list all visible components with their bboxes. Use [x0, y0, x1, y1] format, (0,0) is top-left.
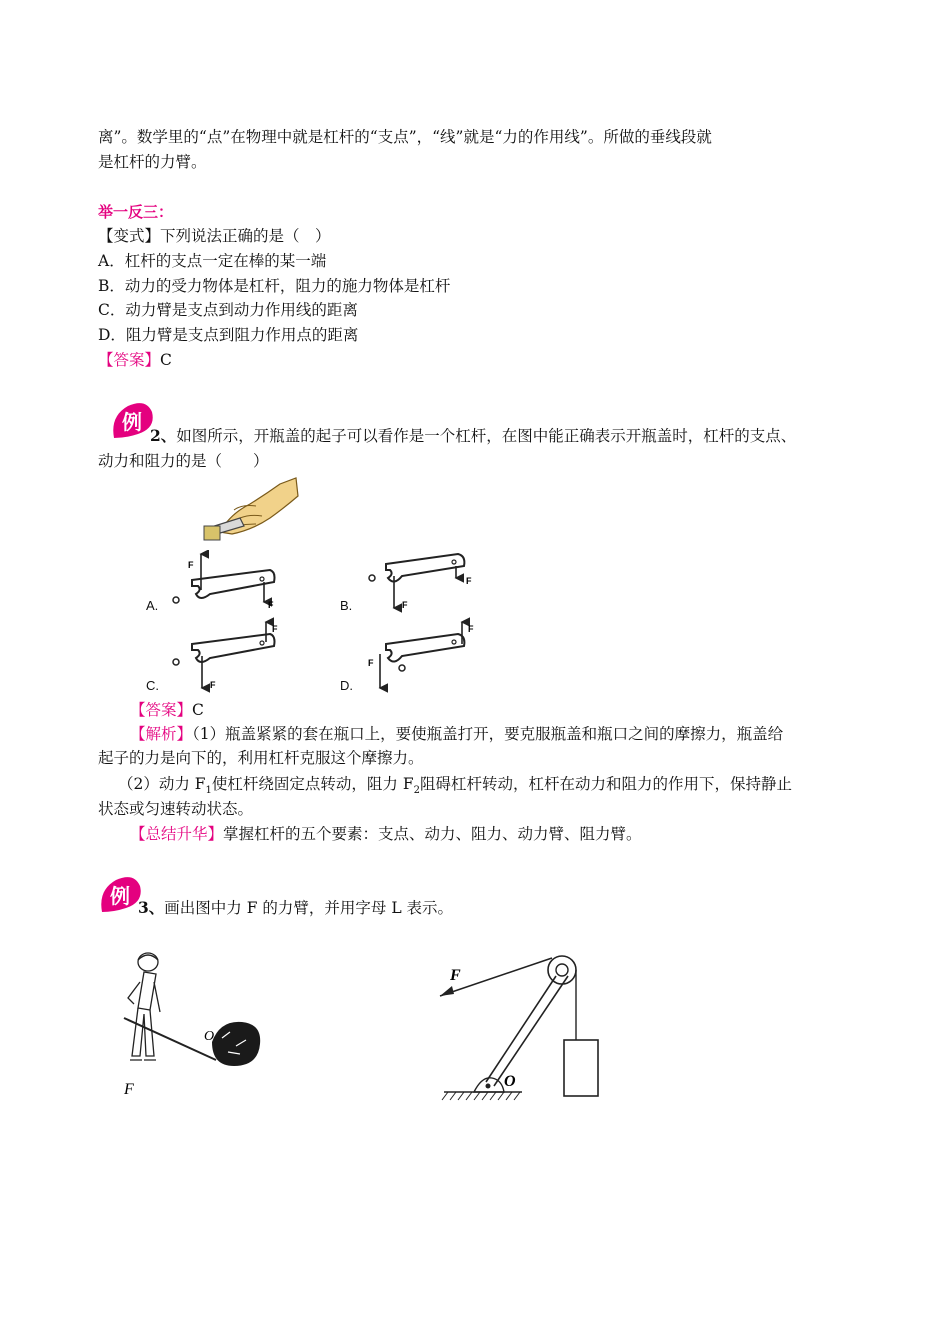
- analysis-text: 使杠杆绕固定点转动，阻力 F: [211, 775, 414, 793]
- force-label: F: [210, 680, 216, 690]
- opener-option-b: [369, 554, 472, 610]
- crowbar-figure: [110, 948, 280, 1103]
- force-label: F: [272, 624, 278, 634]
- force-label: F: [188, 560, 194, 570]
- example3-number: 3、: [138, 898, 165, 917]
- intro-line-2: 是杠杆的力臂。: [98, 153, 207, 171]
- summary-text: 掌握杠杆的五个要素：支点、动力、阻力、动力臂、阻力臂。: [223, 825, 642, 843]
- force-label: F: [402, 600, 408, 610]
- example2-stem-2: 动力和阻力的是（ ）: [98, 452, 269, 470]
- analysis-text: （1）瓶盖紧紧的套在瓶口上，要使瓶盖打开，要克服瓶盖和瓶口之间的摩擦力，瓶盖给: [192, 725, 784, 743]
- answer-value: C: [192, 701, 204, 719]
- practice-question: 【变式】下列说法正确的是（ ）: [98, 227, 331, 245]
- answer-value: C: [160, 351, 172, 369]
- example3-stem-text: 画出图中力 F 的力臂，并用字母 L 表示。: [164, 899, 454, 917]
- pivot-label: O: [204, 1029, 215, 1044]
- analysis-line-4: 状态或匀速转动状态。: [98, 800, 254, 818]
- subscript: 1: [205, 785, 212, 797]
- answer-tag: 【答案】: [98, 351, 161, 369]
- example3-stem: [138, 896, 453, 920]
- opener-option-d: [368, 622, 474, 688]
- practice-answer: [98, 348, 172, 372]
- analysis-text: （2）动力 F: [118, 775, 206, 793]
- example-badge-2: [108, 398, 156, 442]
- hand-opener-figure: [200, 474, 300, 552]
- option-label-d: D.: [340, 678, 353, 693]
- answer-tag: 【答案】: [130, 701, 193, 719]
- practice-heading: 举一反三：: [98, 203, 174, 221]
- opener-option-c: [173, 622, 278, 690]
- subscript: 2: [413, 785, 420, 797]
- pulley-lever-figure: [430, 948, 630, 1108]
- example2-stem-1: [150, 424, 796, 448]
- badge-text: 例: [110, 884, 130, 908]
- force-label: F: [450, 967, 461, 984]
- force-label: F: [466, 576, 472, 586]
- example2-number: 2、: [150, 426, 177, 445]
- option-label-c: C.: [146, 678, 159, 693]
- opener-options-figure: [140, 550, 520, 700]
- force-label: F: [368, 658, 374, 668]
- practice-option-d: D．阻力臂是支点到阻力作用点的距离: [98, 326, 359, 344]
- force-label: F: [268, 600, 274, 610]
- example-badge-3: [96, 872, 144, 916]
- practice-option-c: C．动力臂是支点到动力作用线的距离: [98, 301, 358, 319]
- summary-line: [130, 822, 642, 846]
- badge-text: 例: [122, 410, 142, 434]
- opener-option-a: [173, 554, 275, 610]
- pivot-label: O: [504, 1073, 516, 1090]
- analysis-text: 阻碍杠杆转动，杠杆在动力和阻力的作用下，保持静止: [419, 775, 792, 793]
- force-label: F: [124, 1081, 134, 1098]
- analysis-line-2: 起子的力是向下的，利用杠杆克服这个摩擦力。: [98, 749, 424, 767]
- example2-stem-text: 如图所示，开瓶盖的起子可以看作是一个杠杆，在图中能正确表示开瓶盖时，杠杆的支点、: [176, 427, 797, 445]
- intro-line-1: 离”。数学里的“点”在物理中就是杠杆的“支点”，“线”就是“力的作用线”。所做的垂线段就: [98, 128, 712, 146]
- analysis-tag: 【解析】: [130, 725, 193, 743]
- option-label-b: B.: [340, 598, 353, 613]
- analysis-line-1: [130, 722, 783, 746]
- practice-option-a: A．杠杆的支点一定在棒的某一端: [98, 252, 327, 270]
- force-label: F: [468, 624, 474, 634]
- summary-tag: 【总结升华】: [130, 825, 224, 843]
- option-label-a: A.: [146, 598, 159, 613]
- practice-option-b: B．动力的受力物体是杠杆，阻力的施力物体是杠杆: [98, 277, 451, 295]
- example2-answer: [130, 698, 204, 722]
